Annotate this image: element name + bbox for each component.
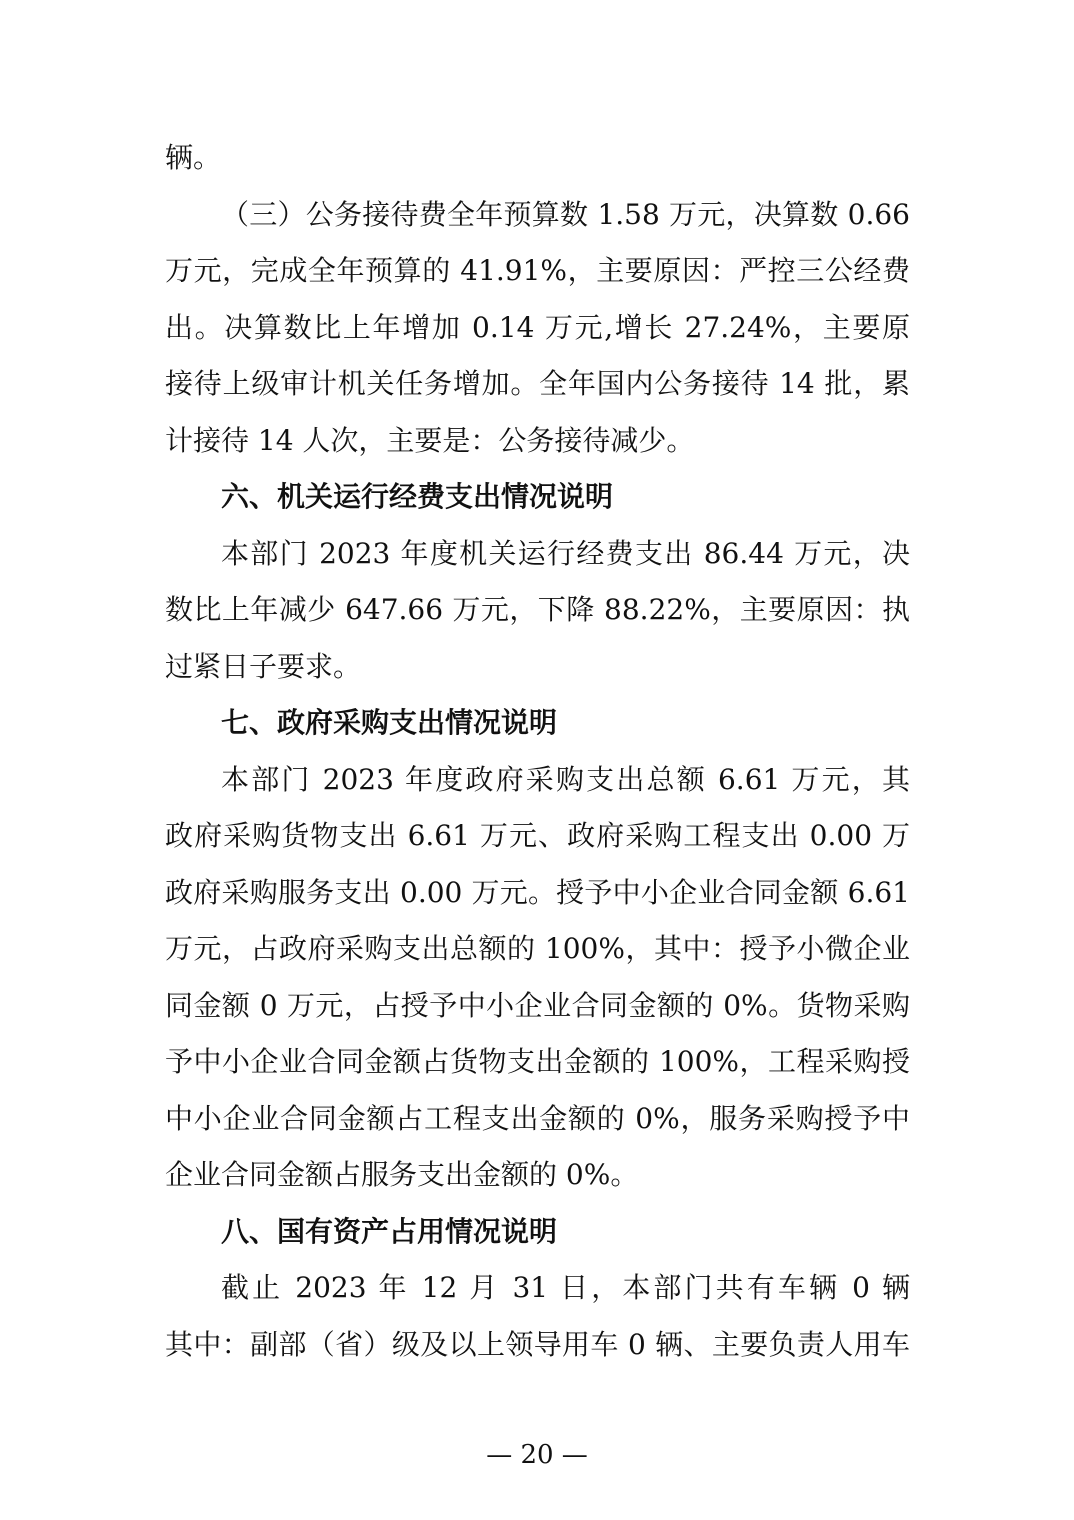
paragraph-line: 万元，完成全年预算的 41.91%，主要原因：严控三公经费 <box>165 254 910 287</box>
section-heading: 六、机关运行经费支出情况说明 <box>221 480 614 513</box>
paragraph-line: 中小企业合同金额占工程支出金额的 0%，服务采购授予中 <box>165 1101 910 1135</box>
paragraph-line: 接待上级审计机关任务增加。全年国内公务接待 14 批，累 <box>165 367 910 400</box>
paragraph-line: （三）公务接待费全年预算数 1.58 万元，决算数 0.66 <box>221 197 910 231</box>
paragraph-line: 本部门 2023 年度政府采购支出总额 6.61 万元，其 <box>221 762 910 796</box>
paragraph-line: 政府采购货物支出 6.61 万元、政府采购工程支出 0.00 万 <box>165 819 910 852</box>
paragraph-line: 予中小企业合同金额占货物支出金额的 100%，工程采购授 <box>165 1045 910 1078</box>
section-heading: 八、国有资产占用情况说明 <box>221 1214 558 1248</box>
paragraph-line: 政府采购服务支出 0.00 万元。授予中小企业合同金额 6.61 <box>165 875 910 909</box>
document-body <box>165 130 910 1373</box>
paragraph-line: 同金额 0 万元，占授予中小企业合同金额的 0%。货物采购 <box>165 988 910 1022</box>
paragraph-line: 辆。 <box>165 141 222 174</box>
paragraph-line: 数比上年减少 647.66 万元，下降 88.22%，主要原因：执 <box>165 593 910 626</box>
paragraph-line: 企业合同金额占服务支出金额的 0%。 <box>165 1158 639 1191</box>
section-heading: 七、政府采购支出情况说明 <box>221 706 558 739</box>
paragraph-line: 出。决算数比上年增加 0.14 万元,增长 27.24%，主要原 <box>165 310 910 344</box>
page-number: — 20 — <box>486 1440 588 1470</box>
paragraph-line: 过紧日子要求。 <box>165 649 362 683</box>
paragraph-line: 计接待 14 人次，主要是：公务接待减少。 <box>165 423 695 457</box>
paragraph-line: 其中：副部（省）级及以上领导用车 0 辆、主要负责人用车 <box>165 1327 910 1361</box>
paragraph-line: 本部门 2023 年度机关运行经费支出 86.44 万元，决 <box>221 536 910 570</box>
paragraph-line: 截止 2023 年 12 月 31 日，本部门共有车辆 0 辆 <box>221 1271 910 1304</box>
paragraph-line: 万元，占政府采购支出总额的 100%，其中：授予小微企业 <box>165 932 910 965</box>
